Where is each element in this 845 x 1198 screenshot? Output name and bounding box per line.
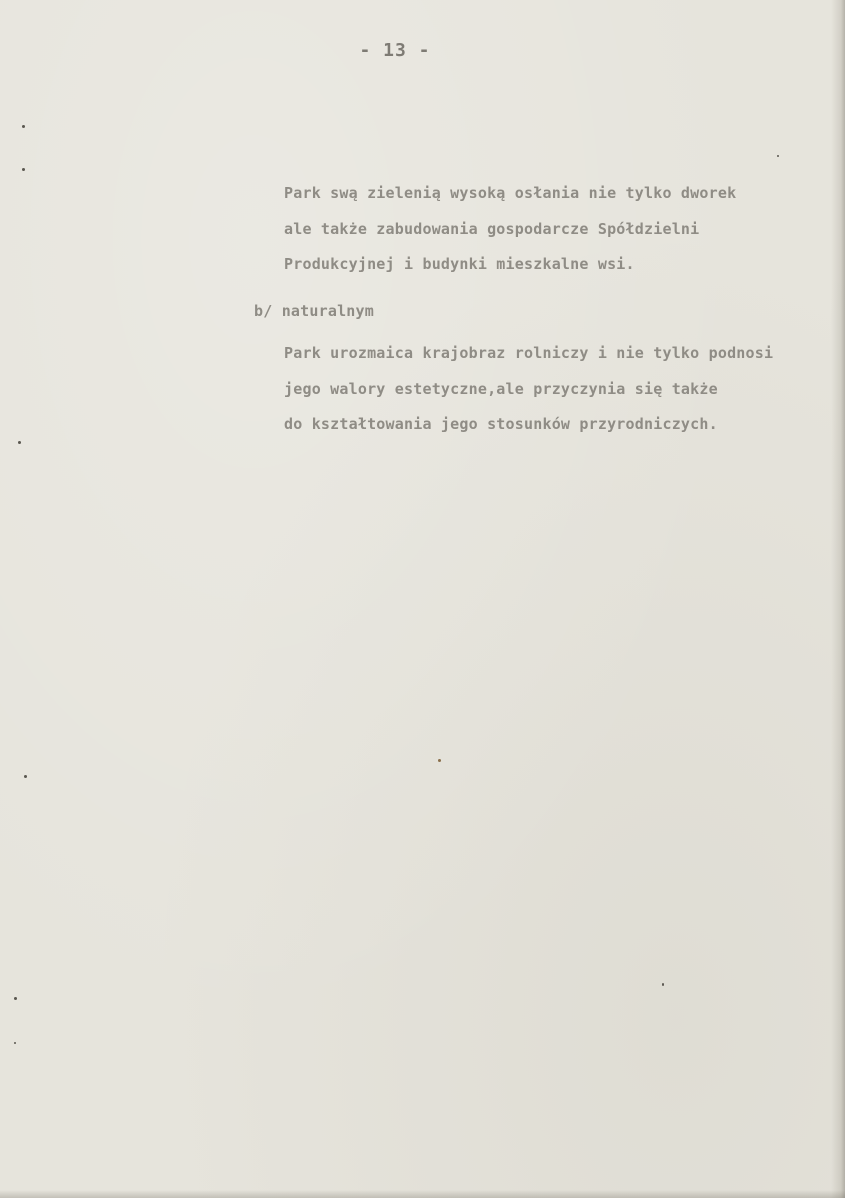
paper-bottom-shadow: [0, 1190, 845, 1198]
paper-speck: [662, 983, 664, 986]
paragraph-2-line-1: Park urozmaica krajobraz rolniczy i nie tylko podnosi: [284, 344, 774, 362]
page-number: - 13 -: [359, 40, 431, 61]
paragraph-2-line-3: do kształtowania jego stosunków przyrodniczych.: [284, 415, 718, 433]
paper-speck: [438, 759, 441, 762]
paper-speck: [22, 125, 25, 128]
paragraph-1-line-1: Park swą zielenią wysoką osłania nie tylko dworek: [284, 184, 737, 202]
paper-speck: [24, 775, 27, 778]
paper-speck: [14, 1042, 16, 1044]
paper-speck: [18, 441, 21, 444]
paper-edge-shadow: [831, 0, 845, 1198]
paper-speck: [14, 997, 17, 1000]
paragraph-1-line-3: Produkcyjnej i budynki mieszkalne wsi.: [284, 255, 635, 273]
section-b-label: b/ naturalnym: [254, 302, 374, 320]
paper-speck: [22, 168, 25, 171]
paragraph-2-line-2: jego walory estetyczne,ale przyczynia się także: [284, 380, 718, 398]
paragraph-1-line-2: ale także zabudowania gospodarcze Spółdzielni: [284, 220, 700, 238]
paper-speck: [777, 155, 779, 157]
